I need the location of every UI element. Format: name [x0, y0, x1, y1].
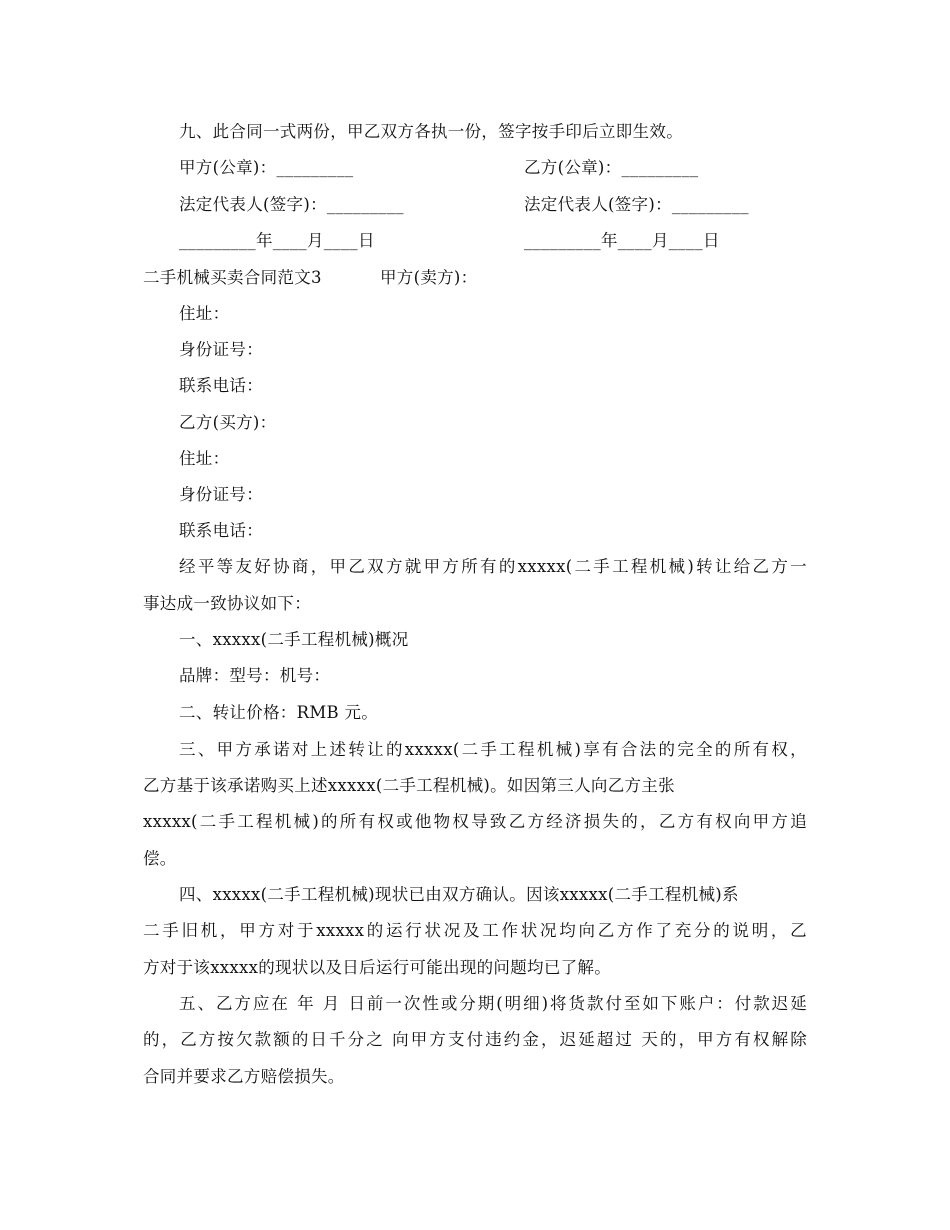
- date-a: _________年____月____日: [179, 231, 375, 250]
- clause-2: 二、转让价格：RMB 元。: [179, 703, 379, 722]
- clause-4-line-1: 四、xxxxx(二手工程机械)现状已由双方确认。因该xxxxx(二手工程机械)系: [179, 885, 739, 904]
- section-title: 二手机械买卖合同范文3: [143, 268, 322, 287]
- intro-line-1: 经平等友好协商，甲乙双方就甲方所有的xxxxx(二手工程机械)转让给乙方一: [179, 557, 807, 576]
- party-a-seal: 甲方(公章)：_________: [179, 158, 354, 177]
- clause-4-line-2: 二手旧机，甲方对于xxxxx的运行状况及工作状况均向乙方作了充分的说明，乙: [143, 921, 807, 940]
- clause-4-line-3: 方对于该xxxxx的现状以及日后运行可能出现的问题均已了解。: [143, 958, 612, 977]
- date-b: _________年____月____日: [524, 231, 720, 250]
- clause-9: 九、此合同一式两份，甲乙双方各执一份，签字按手印后立即生效。: [179, 122, 683, 141]
- clause-5-line-1: 五、乙方应在 年 月 日前一次性或分期(明细)将货款付至如下账户：付款迟延: [179, 994, 807, 1013]
- clause-1-detail: 品牌：型号：机号：: [179, 666, 331, 685]
- clause-3-line-1: 三、甲方承诺对上述转让的xxxxx(二手工程机械)享有合法的完全的所有权，: [179, 740, 807, 759]
- buyer-id-number: 身份证号：: [179, 485, 263, 504]
- clause-3-line-2: 乙方基于该承诺购买上述xxxxx(二手工程机械)。如因第三人向乙方主张: [143, 776, 675, 795]
- clause-1-title: 一、xxxxx(二手工程机械)概况: [179, 630, 409, 649]
- seller-id-number: 身份证号：: [179, 340, 263, 359]
- clause-5-line-3: 合同并要求乙方赔偿损失。: [143, 1067, 345, 1086]
- buyer-label: 乙方(买方)：: [179, 413, 277, 432]
- clause-3-line-4: 偿。: [143, 849, 177, 868]
- seller-label: 甲方(卖方)：: [380, 268, 478, 287]
- seller-phone: 联系电话：: [179, 376, 263, 395]
- seller-address: 住址：: [179, 304, 230, 323]
- legal-rep-a: 法定代表人(签字)：_________: [179, 195, 404, 214]
- party-b-seal: 乙方(公章)：_________: [524, 158, 699, 177]
- clause-3-line-3: xxxxx(二手工程机械)的所有权或他物权导致乙方经济损失的，乙方有权向甲方追: [143, 812, 807, 831]
- buyer-phone: 联系电话：: [179, 521, 263, 540]
- buyer-address: 住址：: [179, 449, 230, 468]
- clause-5-line-2: 的，乙方按欠款额的日千分之 向甲方支付违约金，迟延超过 天的，甲方有权解除: [143, 1030, 807, 1049]
- legal-rep-b: 法定代表人(签字)：_________: [524, 195, 749, 214]
- intro-line-2: 事达成一致协议如下：: [143, 594, 311, 613]
